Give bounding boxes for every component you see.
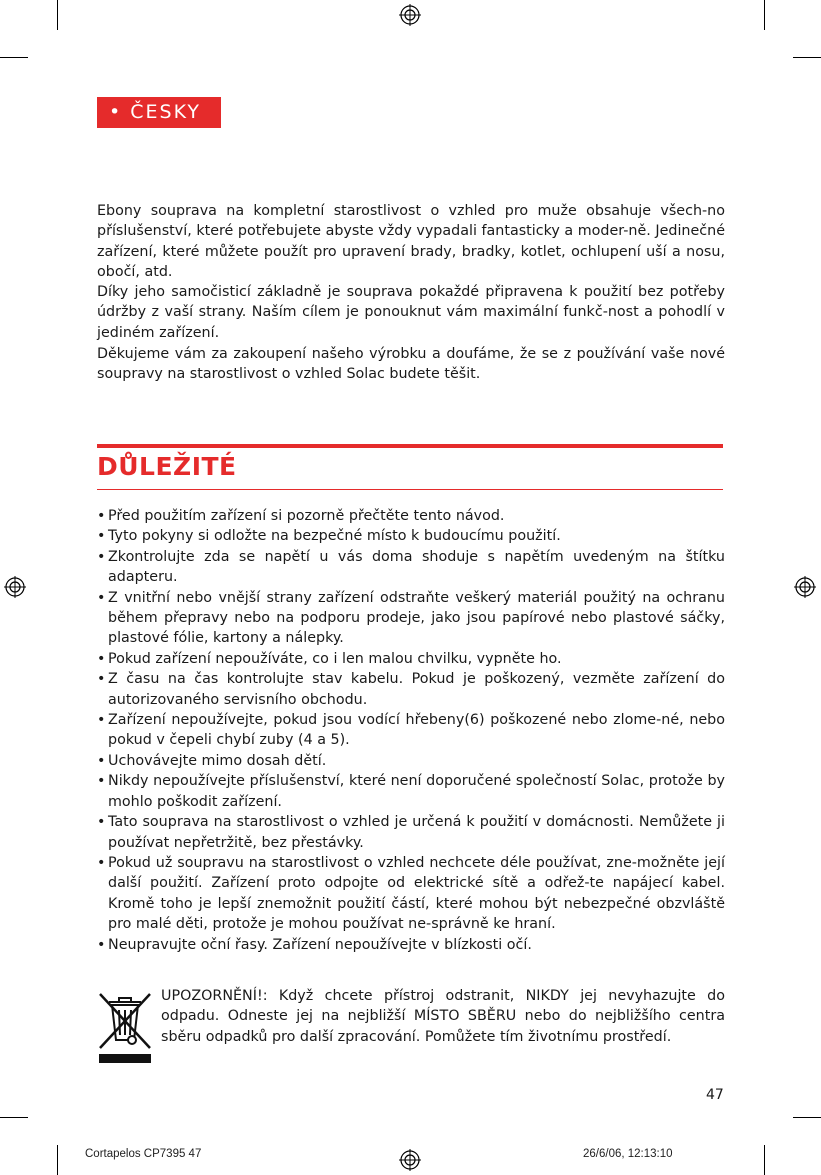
list-item: • Z času na čas kontrolujte stav kabelu. Pokud je poškozený, vezměte zařízení do autorizovaného servisního obchodu. <box>97 669 725 710</box>
list-item: • Zkontrolujte zda se napětí u vás doma shoduje s napětím uvedeným na štítku adapteru. <box>97 547 725 588</box>
language-tab: • ČESKY <box>97 97 221 128</box>
list-item: • Nikdy nepoužívejte příslušenství, které není doporučené společností Solac, protože by mohlo poškodit zařízení. <box>97 771 725 812</box>
list-item: • Pokud zařízení nepoužíváte, co i len malou chvilku, vypněte ho. <box>97 649 725 669</box>
registration-mark-icon <box>794 576 816 598</box>
intro-paragraph-3: Děkujeme vám za zakoupení našeho výrobku a doufáme, že se z používání vaše nové soupravy na starostlivost o vzhled Solac budete těšit. <box>97 346 725 383</box>
crop-mark <box>793 57 821 58</box>
registration-mark-icon <box>399 1149 421 1171</box>
intro-paragraph-2: Díky jeho samočisticí základně je souprava pokaždé připravena k použití bez potřeby údržby z vaší strany. Naším cílem je ponouknut vám maximální funkč-nost a pohodlí v jediném zařízení. <box>97 284 725 341</box>
heading-underline <box>97 489 723 490</box>
crop-mark <box>764 0 765 30</box>
crop-mark <box>57 1145 58 1175</box>
heading-rule <box>97 444 723 448</box>
list-item: • Před použitím zařízení si pozorně přečtěte tento návod. <box>97 506 725 526</box>
list-item: • Pokud už soupravu na starostlivost o vzhled nechcete déle používat, zne-možněte její další použití. Zařízení proto odpojte od elektrické sítě a odřež-te napájecí kabel. Kromě toho je lepší znemožnit použití částí, které mohou být nebezpečné obzvláště pro malé děti, protože je mohou používat ne-správně ke hraní. <box>97 853 725 935</box>
crop-mark <box>793 1117 821 1118</box>
crossed-out-wheelie-bin-icon <box>97 988 153 1066</box>
page-number: 47 <box>706 1087 724 1103</box>
section-heading: DŮLEŽITÉ <box>97 452 237 481</box>
footer-right: 26/6/06, 12:13:10 <box>583 1148 673 1160</box>
footer-left: Cortapelos CP7395 47 <box>85 1148 202 1160</box>
registration-mark-icon <box>399 4 421 26</box>
crop-mark <box>764 1145 765 1175</box>
list-item: • Z vnitřní nebo vnější strany zařízení odstraňte veškerý materiál použitý na ochranu během přepravy nebo na podporu prodeje, jako jsou papírové nebo plastové sáčky, plastové fólie, kartony a nálepky. <box>97 588 725 649</box>
registration-mark-icon <box>4 576 26 598</box>
list-item: • Tato souprava na starostlivost o vzhled je určená k použití v domácnosti. Nemůžete ji používat nepřetržitě, bez přestávky. <box>97 812 725 853</box>
list-item: • Neupravujte oční řasy. Zařízení nepoužívejte v blízkosti očí. <box>97 935 725 955</box>
crop-mark <box>0 1117 28 1118</box>
list-item: • Zařízení nepoužívejte, pokud jsou vodící hřebeny(6) poškozené nebo zlome-né, nebo pokud v čepeli chybí zuby (4 a 5). <box>97 710 725 751</box>
crop-mark <box>0 57 28 58</box>
list-item: • Tyto pokyny si odložte na bezpečné místo k budoucímu použití. <box>97 526 725 546</box>
list-item: • Uchovávejte mimo dosah dětí. <box>97 751 725 771</box>
warnings-list <box>97 506 725 955</box>
weee-notice: UPOZORNĚNÍ!: Když chcete přístroj odstranit, NIKDY jej nevyhazujte do odpadu. Odneste jej na nejbližší MÍSTO SBĚRU nebo do nejbližšího centra sběru odpadků pro další zpracování. Pomůžete tím životnímu prostředí. <box>161 988 725 1045</box>
intro-paragraph-1: Ebony souprava na kompletní starostlivost o vzhled pro muže obsahuje všech-no příslušenství, které potřebujete abyste vždy vypadali fantasticky a moder-ně. Jedinečné zařízení, které můžete použít pro upravení brady, bradky, kotlet, ochlupení uší a nosu, obočí, atd. <box>97 203 725 281</box>
crop-mark <box>57 0 58 30</box>
